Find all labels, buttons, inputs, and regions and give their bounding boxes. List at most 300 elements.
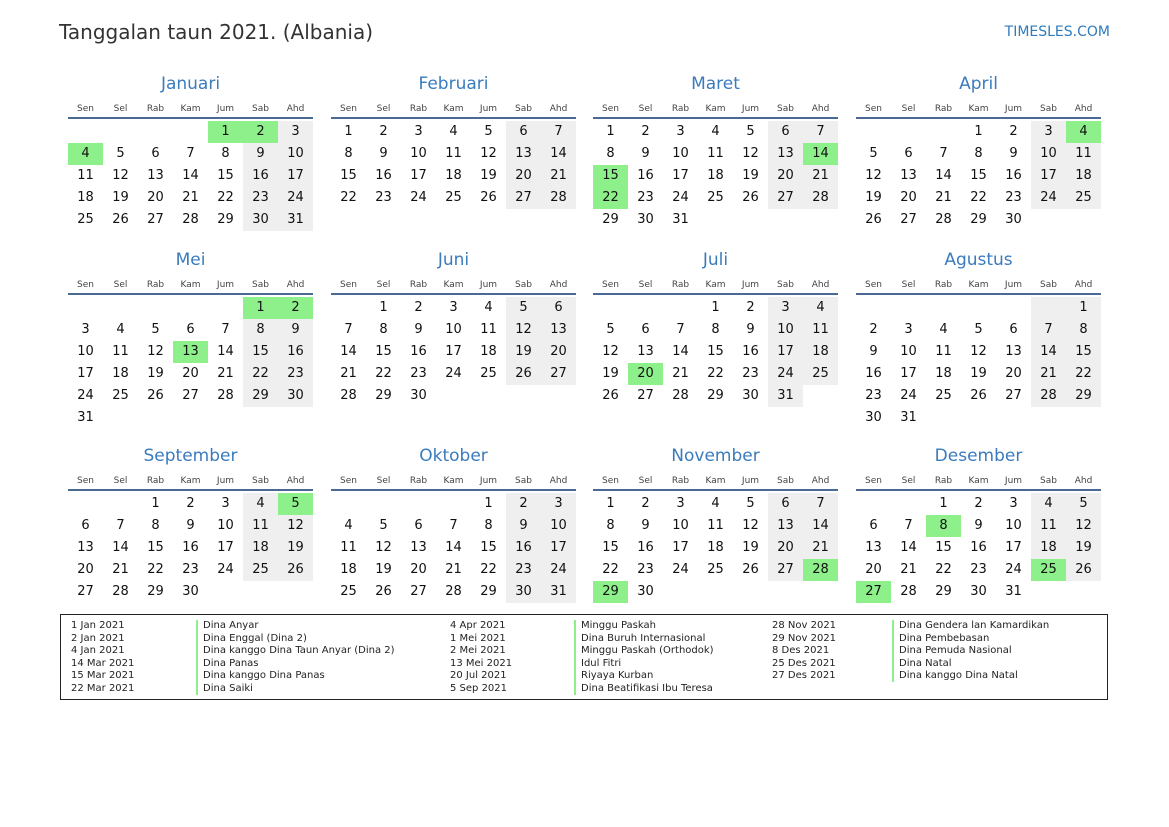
weekday-header [68, 96, 313, 119]
day-cell: 4 [116, 322, 125, 337]
weekday-label: Ahd [811, 104, 830, 114]
day-grid [593, 121, 838, 231]
day-cell: 17 [900, 366, 917, 381]
weekday-label: Sen [865, 280, 882, 290]
day-cell: 7 [904, 518, 913, 533]
day-cell: 3 [414, 124, 423, 139]
legend-date: 20 Jul 2021 [450, 670, 507, 681]
weekday-label: Sen [865, 476, 882, 486]
weekday-label: Ahd [811, 280, 830, 290]
legend-bar-2 [574, 620, 576, 695]
day-cell: 26 [742, 562, 759, 577]
weekday-label: Kam [705, 104, 726, 114]
weekday-label: Sen [340, 476, 357, 486]
day-cell: 11 [445, 146, 462, 161]
day-cell: 19 [1066, 537, 1101, 559]
day-cell: 7 [803, 121, 838, 143]
day-cell: 11 [480, 322, 497, 337]
day-cell: 18 [340, 562, 357, 577]
day-cell: 23 [278, 363, 313, 385]
legend-holiday-name: Dina kanggo Dina Taun Anyar (Dina 2) [203, 645, 395, 656]
day-cell: 11 [707, 146, 724, 161]
day-cell: 14 [935, 168, 952, 183]
empty-cell [138, 121, 173, 143]
day-cell: 11 [1066, 143, 1101, 165]
weekday-header [856, 468, 1101, 491]
empty-cell [208, 297, 243, 319]
day-cell: 30 [278, 385, 313, 407]
day-cell: 30 [970, 584, 987, 599]
month-title: Juni [437, 250, 470, 270]
day-cell: 6 [414, 518, 423, 533]
weekday-label: Sab [252, 280, 269, 290]
weekday-label: Sab [777, 476, 794, 486]
weekday-label: Rab [409, 104, 428, 114]
day-cell: 17 [410, 168, 427, 183]
day-cell: 17 [768, 341, 803, 363]
day-cell: 7 [344, 322, 353, 337]
weekday-label: Sel [113, 280, 128, 290]
day-cell: 4 [344, 518, 353, 533]
weekday-header [593, 468, 838, 491]
day-cell: 21 [217, 366, 234, 381]
day-cell: 6 [506, 121, 541, 143]
day-cell: 5 [974, 322, 983, 337]
day-grid [856, 493, 1101, 603]
empty-cell [331, 297, 366, 319]
day-cell: 3 [221, 496, 230, 511]
day-cell: 9 [974, 518, 983, 533]
day-cell: 9 [379, 146, 388, 161]
day-cell: 15 [217, 168, 234, 183]
day-cell: 16 [637, 540, 654, 555]
weekday-label: Jum [216, 280, 235, 290]
holiday-cell: 20 [628, 363, 663, 385]
legend-dates-col-3 [772, 620, 836, 683]
month-juli [593, 248, 838, 407]
legend-date: 1 Mei 2021 [450, 632, 506, 644]
weekday-header [331, 468, 576, 491]
day-cell: 28 [1031, 385, 1066, 407]
month-title: November [671, 446, 760, 466]
day-grid [331, 493, 576, 603]
day-cell: 8 [606, 518, 615, 533]
legend-date: 1 Jan 2021 [71, 620, 125, 631]
empty-cell [103, 121, 138, 143]
day-cell: 19 [742, 168, 759, 183]
day-cell: 15 [935, 540, 952, 555]
day-cell: 25 [1066, 187, 1101, 209]
month-november [593, 444, 838, 603]
weekday-label: Jum [741, 476, 760, 486]
day-cell: 24 [445, 366, 462, 381]
day-cell: 28 [803, 187, 838, 209]
weekday-label: Kam [443, 104, 464, 114]
month-maret [593, 72, 838, 231]
day-cell: 4 [939, 322, 948, 337]
legend-date: 14 Mar 2021 [71, 657, 135, 669]
weekday-label: Ahd [811, 476, 830, 486]
day-cell: 8 [606, 146, 615, 161]
day-cell: 29 [217, 212, 234, 227]
day-cell: 12 [742, 146, 759, 161]
weekday-label: Sel [638, 104, 653, 114]
day-cell: 23 [742, 366, 759, 381]
legend-bar-3 [892, 620, 894, 682]
legend-date: 29 Nov 2021 [772, 632, 837, 644]
month-title: Mei [175, 250, 206, 270]
day-cell: 19 [970, 366, 987, 381]
day-cell: 15 [1066, 341, 1101, 363]
day-cell: 23 [506, 559, 541, 581]
day-cell: 24 [1031, 187, 1066, 209]
day-cell: 8 [711, 322, 720, 337]
empty-cell [891, 121, 926, 143]
day-cell: 4 [803, 297, 838, 319]
day-cell: 4 [711, 496, 720, 511]
day-cell: 29 [935, 584, 952, 599]
legend-date: 25 Des 2021 [772, 657, 836, 669]
weekday-label: Rab [671, 476, 690, 486]
day-cell: 27 [768, 559, 803, 581]
legend-holiday-name: Dina Gendera lan Kamardikan [899, 620, 1050, 631]
holiday-cell: 28 [803, 559, 838, 581]
weekday-label: Jum [479, 280, 498, 290]
day-cell: 27 [182, 388, 199, 403]
day-cell: 28 [445, 584, 462, 599]
day-cell: 21 [803, 165, 838, 187]
day-grid [68, 121, 313, 231]
day-grid [68, 297, 313, 429]
legend-holiday-name: Minggu Paskah [581, 620, 656, 631]
weekday-label: Sen [340, 280, 357, 290]
day-cell: 15 [970, 168, 987, 183]
weekday-label: Sel [113, 476, 128, 486]
weekday-label: Kam [443, 280, 464, 290]
weekday-label: Ahd [1074, 104, 1093, 114]
legend-date: 13 Mei 2021 [450, 657, 513, 669]
empty-cell [366, 493, 401, 515]
day-cell: 21 [182, 190, 199, 205]
day-cell: 16 [410, 344, 427, 359]
day-cell: 7 [449, 518, 458, 533]
empty-cell [103, 493, 138, 515]
day-grid [68, 493, 313, 603]
month-desember [856, 444, 1101, 603]
day-cell: 30 [637, 212, 654, 227]
holiday-legend [60, 614, 1108, 700]
day-cell: 25 [112, 388, 129, 403]
day-cell: 26 [1066, 559, 1101, 581]
day-cell: 30 [410, 388, 427, 403]
day-cell: 13 [410, 540, 427, 555]
empty-cell [331, 493, 366, 515]
day-cell: 1 [344, 124, 353, 139]
site-link[interactable]: TIMESLES.COM [1004, 24, 1110, 40]
day-cell: 16 [375, 168, 392, 183]
weekday-label: Sel [376, 280, 391, 290]
day-cell: 3 [676, 124, 685, 139]
day-cell: 26 [112, 212, 129, 227]
day-cell: 22 [480, 562, 497, 577]
day-cell: 13 [768, 515, 803, 537]
day-cell: 21 [672, 366, 689, 381]
weekday-label: Ahd [286, 104, 305, 114]
day-cell: 6 [186, 322, 195, 337]
empty-cell [138, 297, 173, 319]
legend-names-col-2 [581, 620, 714, 695]
day-cell: 10 [410, 146, 427, 161]
day-cell: 16 [506, 537, 541, 559]
day-cell: 6 [1009, 322, 1018, 337]
day-cell: 19 [278, 537, 313, 559]
legend-holiday-name: Riyaya Kurban [581, 670, 654, 681]
empty-cell [996, 297, 1031, 319]
day-cell: 18 [803, 341, 838, 363]
day-cell: 30 [243, 209, 278, 231]
weekday-label: Ahd [549, 476, 568, 486]
day-cell: 2 [186, 496, 195, 511]
day-cell: 11 [243, 515, 278, 537]
day-cell: 18 [707, 168, 724, 183]
day-cell: 21 [900, 562, 917, 577]
month-title: Januari [160, 74, 221, 94]
day-cell: 22 [602, 562, 619, 577]
day-cell: 23 [243, 187, 278, 209]
day-cell: 5 [379, 518, 388, 533]
day-cell: 20 [541, 341, 576, 363]
day-cell: 29 [602, 212, 619, 227]
day-cell: 5 [869, 146, 878, 161]
day-cell: 26 [480, 190, 497, 205]
day-cell: 6 [768, 121, 803, 143]
months-grid [68, 72, 1102, 612]
day-cell: 2 [641, 496, 650, 511]
month-oktober [331, 444, 576, 603]
weekday-label: Sab [515, 476, 532, 486]
day-cell: 9 [243, 143, 278, 165]
weekday-header [593, 96, 838, 119]
day-cell: 21 [445, 562, 462, 577]
day-cell: 13 [865, 540, 882, 555]
day-cell: 5 [151, 322, 160, 337]
day-cell: 1 [606, 496, 615, 511]
day-cell: 4 [1031, 493, 1066, 515]
day-cell: 7 [221, 322, 230, 337]
month-agustus [856, 248, 1101, 429]
day-cell: 26 [147, 388, 164, 403]
legend-holiday-name: Dina Saiki [203, 682, 253, 694]
day-cell: 24 [217, 562, 234, 577]
day-cell: 16 [970, 540, 987, 555]
weekday-label: Rab [671, 104, 690, 114]
day-cell: 30 [865, 410, 882, 425]
day-cell: 3 [768, 297, 803, 319]
weekday-label: Ahd [549, 104, 568, 114]
legend-holiday-name: Idul Fitri [581, 657, 622, 669]
day-cell: 9 [641, 518, 650, 533]
weekday-label: Jum [741, 280, 760, 290]
day-cell: 27 [410, 584, 427, 599]
day-cell: 5 [1066, 493, 1101, 515]
day-cell: 14 [182, 168, 199, 183]
day-cell: 7 [541, 121, 576, 143]
day-cell: 23 [637, 562, 654, 577]
day-cell: 1 [606, 124, 615, 139]
month-title: Agustus [944, 250, 1013, 270]
day-cell: 1 [939, 496, 948, 511]
day-cell: 15 [340, 168, 357, 183]
day-cell: 22 [340, 190, 357, 205]
day-cell: 19 [742, 540, 759, 555]
day-cell: 22 [970, 190, 987, 205]
day-cell: 20 [182, 366, 199, 381]
holiday-cell: 2 [243, 121, 278, 143]
day-cell: 16 [182, 540, 199, 555]
day-cell: 13 [506, 143, 541, 165]
legend-holiday-name: Dina Pemuda Nasional [899, 645, 1012, 656]
weekday-label: Kam [180, 476, 201, 486]
weekday-label: Jum [479, 476, 498, 486]
day-cell: 21 [112, 562, 129, 577]
day-cell: 2 [414, 300, 423, 315]
day-cell: 11 [77, 168, 94, 183]
day-cell: 28 [112, 584, 129, 599]
day-cell: 27 [77, 584, 94, 599]
day-cell: 18 [77, 190, 94, 205]
day-cell: 9 [186, 518, 195, 533]
day-cell: 25 [707, 562, 724, 577]
weekday-header [331, 272, 576, 295]
day-cell: 27 [768, 187, 803, 209]
weekday-label: Sen [602, 104, 619, 114]
day-cell: 3 [1031, 121, 1066, 143]
day-cell: 2 [641, 124, 650, 139]
empty-cell [68, 493, 103, 515]
day-cell: 16 [278, 341, 313, 363]
legend-date: 15 Mar 2021 [71, 670, 135, 681]
day-cell: 21 [340, 366, 357, 381]
weekday-label: Sab [777, 280, 794, 290]
day-cell: 15 [480, 540, 497, 555]
weekday-label: Jum [216, 104, 235, 114]
day-cell: 22 [1066, 363, 1101, 385]
empty-cell [68, 297, 103, 319]
legend-date: 5 Sep 2021 [450, 682, 508, 694]
day-cell: 20 [506, 165, 541, 187]
weekday-header [856, 96, 1101, 119]
day-cell: 3 [81, 322, 90, 337]
day-cell: 29 [970, 212, 987, 227]
day-cell: 21 [1031, 363, 1066, 385]
day-cell: 24 [77, 388, 94, 403]
holiday-cell: 27 [856, 581, 891, 603]
day-cell: 23 [182, 562, 199, 577]
day-cell: 13 [77, 540, 94, 555]
legend-date: 2 Jan 2021 [71, 632, 125, 644]
day-cell: 28 [217, 388, 234, 403]
day-cell: 27 [541, 363, 576, 385]
legend-holiday-name: Dina kanggo Dina Panas [203, 670, 325, 681]
day-cell: 20 [147, 190, 164, 205]
day-cell: 10 [900, 344, 917, 359]
day-cell: 1 [379, 300, 388, 315]
empty-cell [1031, 297, 1066, 319]
weekday-label: Ahd [1074, 476, 1093, 486]
weekday-label: Kam [705, 476, 726, 486]
day-cell: 14 [445, 540, 462, 555]
day-cell: 6 [768, 493, 803, 515]
empty-cell [663, 297, 698, 319]
day-cell: 1 [484, 496, 493, 511]
legend-dates-col-1 [71, 620, 134, 695]
day-cell: 6 [81, 518, 90, 533]
day-cell: 7 [116, 518, 125, 533]
day-cell: 19 [375, 562, 392, 577]
day-cell: 23 [410, 366, 427, 381]
holiday-cell: 4 [1066, 121, 1101, 143]
day-cell: 9 [869, 344, 878, 359]
weekday-label: Jum [1004, 104, 1023, 114]
day-cell: 3 [676, 496, 685, 511]
weekday-label: Sel [376, 104, 391, 114]
day-cell: 13 [637, 344, 654, 359]
holiday-cell: 1 [243, 297, 278, 319]
day-cell: 15 [375, 344, 392, 359]
day-cell: 5 [606, 322, 615, 337]
day-cell: 18 [1066, 165, 1101, 187]
month-title: Februari [418, 74, 489, 94]
day-cell: 8 [344, 146, 353, 161]
weekday-label: Sab [777, 104, 794, 114]
day-cell: 8 [1066, 319, 1101, 341]
day-cell: 21 [803, 537, 838, 559]
holiday-cell: 14 [803, 143, 838, 165]
day-cell: 10 [445, 322, 462, 337]
day-cell: 18 [1031, 537, 1066, 559]
holiday-cell: 2 [278, 297, 313, 319]
month-title: Oktober [419, 446, 488, 466]
day-cell: 26 [970, 388, 987, 403]
day-cell: 12 [506, 319, 541, 341]
day-cell: 19 [602, 366, 619, 381]
day-cell: 19 [112, 190, 129, 205]
weekday-label: Rab [671, 280, 690, 290]
day-cell: 11 [803, 319, 838, 341]
day-cell: 2 [746, 300, 755, 315]
day-cell: 28 [935, 212, 952, 227]
empty-cell [173, 297, 208, 319]
weekday-label: Rab [934, 104, 953, 114]
day-cell: 22 [217, 190, 234, 205]
day-cell: 7 [803, 493, 838, 515]
day-cell: 12 [147, 344, 164, 359]
day-cell: 6 [541, 297, 576, 319]
day-cell: 28 [182, 212, 199, 227]
day-cell: 16 [637, 168, 654, 183]
day-cell: 25 [77, 212, 94, 227]
weekday-label: Sab [252, 104, 269, 114]
day-cell: 6 [151, 146, 160, 161]
legend-bar-1 [196, 620, 198, 695]
day-cell: 11 [340, 540, 357, 555]
weekday-label: Sen [77, 280, 94, 290]
weekday-label: Jum [1004, 280, 1023, 290]
day-cell: 5 [506, 297, 541, 319]
weekday-label: Sab [1040, 104, 1057, 114]
weekday-label: Sel [901, 104, 916, 114]
day-cell: 24 [410, 190, 427, 205]
